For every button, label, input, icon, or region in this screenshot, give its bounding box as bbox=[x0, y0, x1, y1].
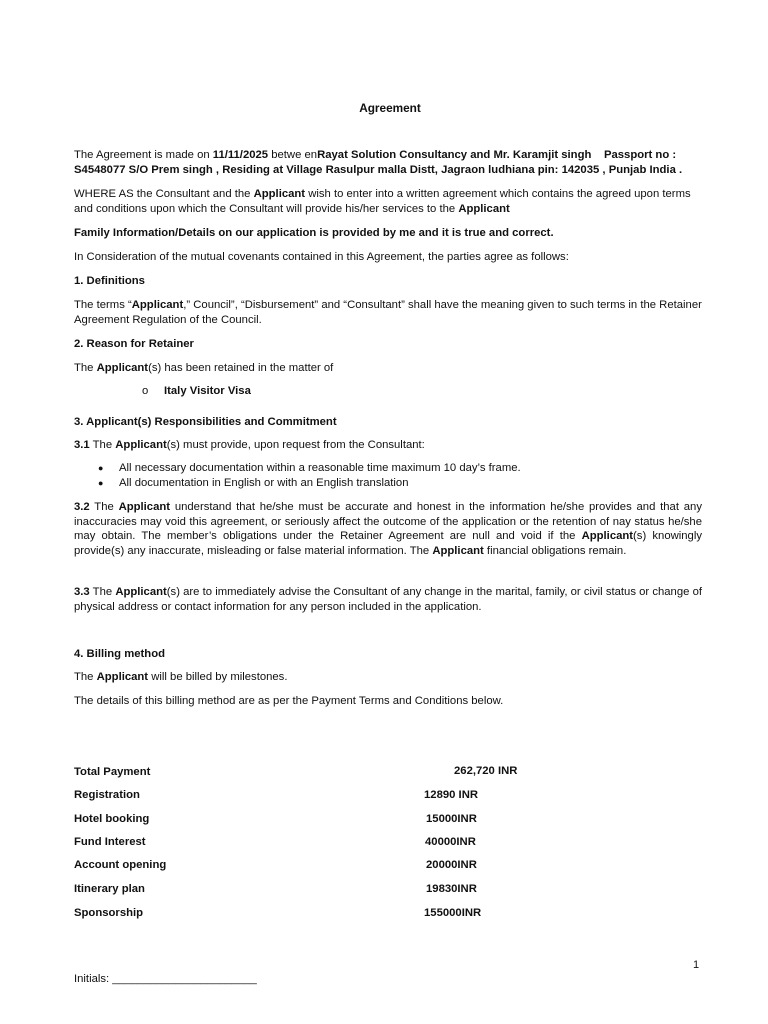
section-3-heading: 3. Applicant(s) Responsibilities and Commitment bbox=[74, 416, 337, 428]
initials-line: Initials: _______________________ bbox=[74, 973, 257, 985]
intro-text: The Agreement is made on bbox=[74, 149, 210, 161]
retainer-paragraph bbox=[74, 361, 702, 376]
visa-matter: Italy Visitor Visa bbox=[164, 385, 251, 397]
clause-number: 3.2 bbox=[74, 501, 90, 513]
section-2-heading: 2. Reason for Retainer bbox=[74, 338, 194, 350]
payment-amount: 40000INR bbox=[425, 836, 476, 848]
family-info-statement: Family Information/Details on our application is provided by me and it is true and correct. bbox=[74, 227, 554, 239]
clause-text: The bbox=[89, 439, 116, 451]
payment-amount: 12890 INR bbox=[424, 789, 479, 801]
section-4-heading: 4. Billing method bbox=[74, 648, 166, 660]
retainer-text: (s) has been retained in the matter of bbox=[148, 362, 334, 374]
party-details: Passport no : S4548077 S/O Prem singh , Residing at Village Rasulpur malla Distt, Jagraon ludhiana pin: 142035 , Punjab India . bbox=[74, 149, 683, 176]
clause-text: understand that he/she must be accurate and honest in the information he/she provides and that any inaccuracies may void this agreement, or seriously affect the outcome of the application or the retention of nay status he/she may obtain. The member’s obligations under the Retainer Agreement are null and void if the bbox=[74, 501, 702, 543]
payment-label: Registration bbox=[74, 789, 140, 801]
list-item-text: All documentation in English or with an English translation bbox=[119, 477, 409, 489]
applicant-term: Applicant bbox=[118, 501, 171, 513]
clause-number: 3.3 bbox=[74, 586, 90, 598]
billing-text: will be billed by milestones. bbox=[148, 671, 288, 683]
intro-text: betwe en bbox=[268, 149, 318, 161]
billing-details: The details of this billing method are as per the Payment Terms and Conditions below. bbox=[74, 695, 504, 707]
paragraph-3-2 bbox=[74, 500, 702, 558]
definitions-text: ,” Council”, “Disbursement” and “Consultant” shall have the meaning given to such terms in the Retainer Agreement Regulation of the Council. bbox=[74, 299, 702, 326]
billing-paragraph bbox=[74, 670, 702, 685]
page-number: 1 bbox=[693, 959, 700, 971]
list-marker: o bbox=[142, 385, 149, 397]
applicant-term: Applicant bbox=[115, 586, 167, 598]
applicant-term: Applicant bbox=[581, 530, 634, 543]
whereas-text: wish to enter into a written agreement which contains the agreed upon terms and conditions upon which the Consultant will provide his/her services to the bbox=[74, 188, 691, 215]
retainer-text: The bbox=[74, 362, 97, 374]
clause-text: (s) are to immediately advise the Consultant of any change in the marital, family, or civil status or change of physical address or contact information for any person included in the application. bbox=[74, 586, 702, 613]
document-page bbox=[74, 0, 700, 1024]
clause-text: The bbox=[89, 586, 116, 598]
payment-label: Itinerary plan bbox=[74, 883, 145, 895]
clause-text: (s) knowingly provide(s) any inaccurate, misleading or false material information. The bbox=[74, 530, 702, 557]
payment-label: Hotel booking bbox=[74, 813, 150, 825]
payment-amount: 262,720 INR bbox=[454, 765, 518, 777]
payment-amount: 19830INR bbox=[426, 883, 477, 895]
payment-amount: 20000INR bbox=[426, 859, 477, 871]
bullet-icon: ● bbox=[98, 478, 104, 488]
paragraph-3-3 bbox=[74, 585, 702, 614]
paragraph-3-1 bbox=[74, 438, 702, 453]
clause-text: (s) must provide, upon request from the Consultant: bbox=[166, 439, 425, 451]
bullet-icon: ● bbox=[98, 463, 104, 473]
definitions-paragraph bbox=[74, 298, 702, 327]
clause-number: 3.1 bbox=[74, 439, 90, 451]
clause-text: financial obligations remain. bbox=[483, 544, 627, 557]
applicant-term: Applicant bbox=[458, 202, 510, 215]
applicant-term: Applicant bbox=[253, 188, 306, 200]
consideration-paragraph: In Consideration of the mutual covenants contained in this Agreement, the parties agree as follows: bbox=[74, 251, 569, 263]
billing-text: The bbox=[74, 671, 97, 683]
whereas-paragraph bbox=[74, 187, 702, 216]
section-1-heading: 1. Definitions bbox=[74, 275, 145, 287]
whereas-text: WHERE AS the Consultant and the bbox=[74, 188, 254, 200]
applicant-term: Applicant bbox=[96, 671, 149, 683]
payment-label: Total Payment bbox=[74, 766, 151, 778]
party-names: Rayat Solution Consultancy and Mr. Karamjit singh bbox=[317, 149, 592, 161]
document-title: Agreement bbox=[359, 101, 421, 115]
payment-amount: 155000INR bbox=[424, 907, 482, 919]
applicant-term: Applicant bbox=[115, 439, 167, 451]
applicant-term: Applicant bbox=[432, 544, 484, 557]
payment-label: Fund Interest bbox=[74, 836, 146, 848]
intro-paragraph bbox=[74, 148, 702, 177]
agreement-date: 11/11/2025 bbox=[212, 149, 269, 161]
clause-text: The bbox=[89, 501, 119, 513]
payment-label: Account opening bbox=[74, 859, 167, 871]
applicant-term: Applicant bbox=[96, 362, 149, 374]
list-item-text: All necessary documentation within a reasonable time maximum 10 day’s frame. bbox=[119, 462, 521, 474]
payment-label: Sponsorship bbox=[74, 907, 144, 919]
applicant-term: Applicant bbox=[131, 299, 184, 311]
payment-amount: 15000INR bbox=[426, 813, 477, 825]
definitions-text: The terms “ bbox=[74, 299, 132, 311]
